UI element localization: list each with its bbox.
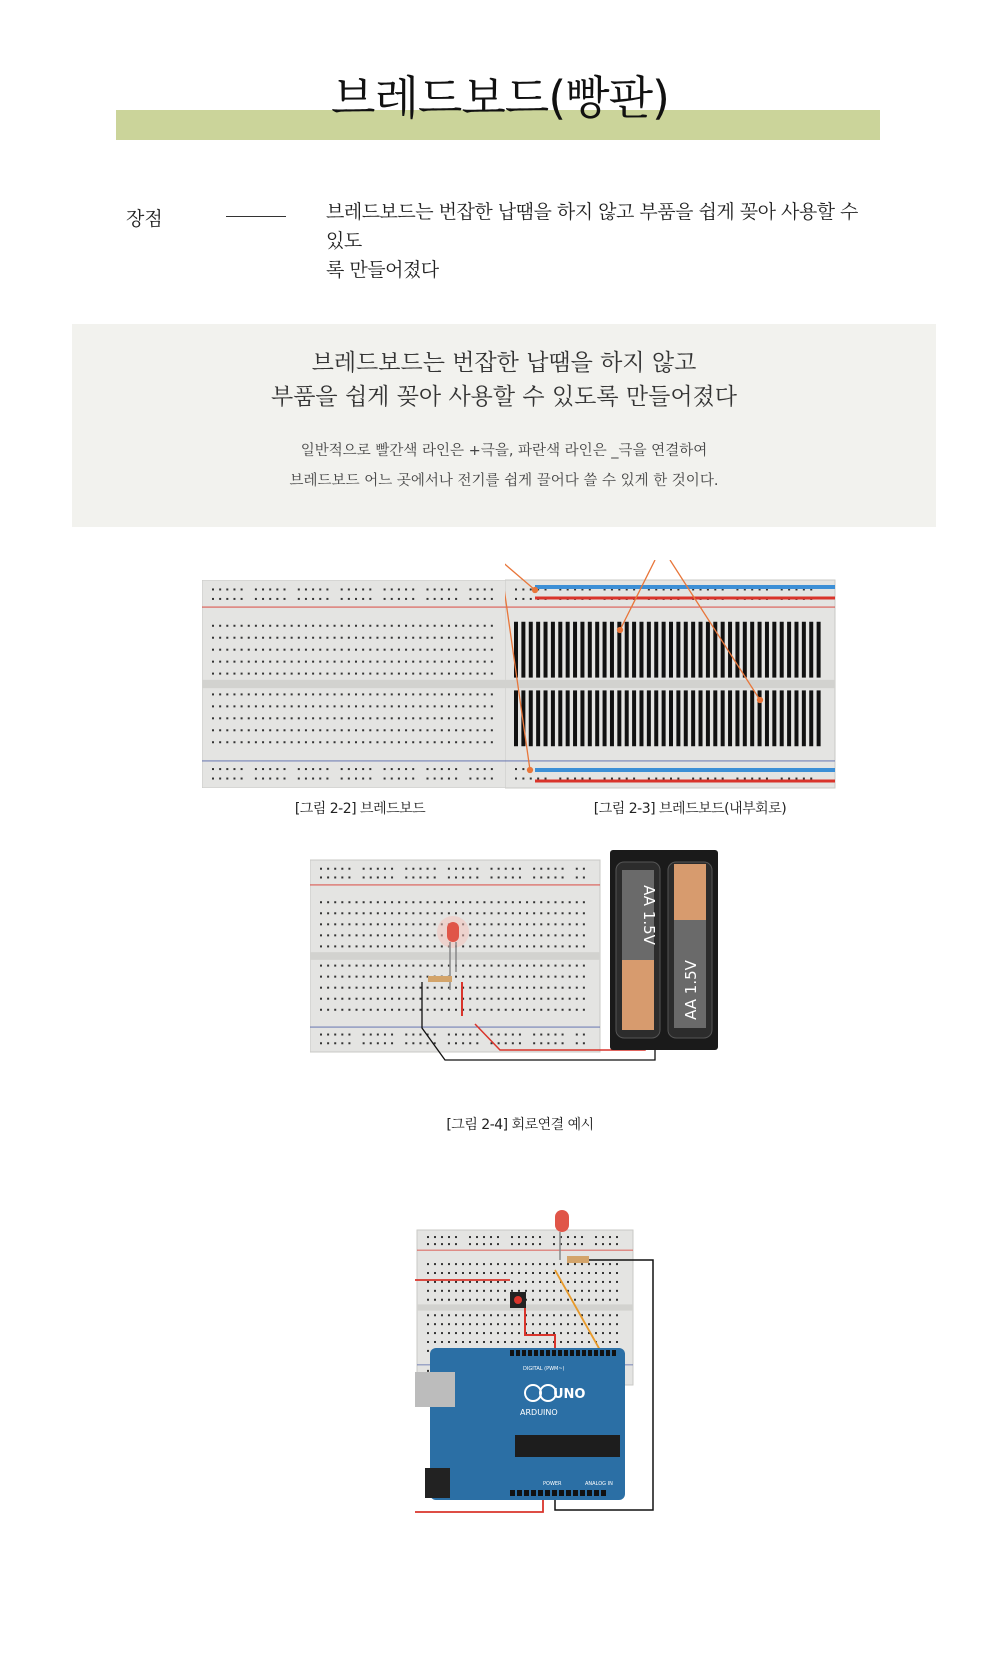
battery-copper <box>674 864 706 920</box>
breadboard-internal <box>505 580 835 788</box>
push-button-cap <box>514 1296 522 1304</box>
center-channel <box>505 680 835 688</box>
battery-label: AA 1.5V <box>640 885 658 945</box>
arduino-brand: ARDUINO <box>520 1408 558 1417</box>
summary-heading-1: 브레드보드는 번잡한 납땜을 하지 않고 <box>311 350 697 376</box>
chip <box>515 1435 620 1457</box>
advantage-text-line-2: 록 만들어졌다 <box>326 259 439 281</box>
advantage-label: 장점 <box>126 208 163 230</box>
advantage-text-line-1: 브레드보드는 번잡한 납땜을 하지 않고 부품을 쉽게 꽂아 사용할 수 있도 <box>326 201 858 252</box>
led-icon <box>555 1210 569 1232</box>
advantage-divider <box>226 216 286 217</box>
caption-fig-2-4: [그림 2-4] 회로연결 예시 <box>446 1117 594 1133</box>
analog-label: ANALOG IN <box>585 1481 613 1487</box>
circuit-example-figure <box>310 850 730 1090</box>
digital-label: DIGITAL (PWM~) <box>523 1366 565 1372</box>
power-jack <box>425 1468 450 1498</box>
arrow-head <box>758 698 763 703</box>
summary-box <box>72 324 936 527</box>
arrow-head <box>618 628 623 633</box>
battery-copper <box>622 960 654 1030</box>
arduino-board <box>415 1348 625 1500</box>
center-channel <box>202 680 508 688</box>
arrow-head <box>528 768 533 773</box>
power-label: POWER <box>543 1481 562 1487</box>
uno-logo-text: UNO <box>553 1387 586 1402</box>
resistor <box>567 1256 589 1263</box>
arduino-breadboard-figure <box>415 1210 705 1610</box>
breadboard-plain <box>202 580 508 788</box>
center-channel <box>310 952 600 960</box>
resistor <box>428 976 452 982</box>
breadboard-figure <box>202 580 510 788</box>
caption-fig-2-2: [그림 2-2] 브레드보드 <box>294 801 426 817</box>
page-title: 브레드보드(빵판) <box>331 71 669 125</box>
advantage-text <box>326 198 866 285</box>
breadboard-internal-figure <box>505 560 840 790</box>
battery-label: AA 1.5V <box>682 960 700 1020</box>
arrow-head <box>533 588 538 593</box>
summary-note-2: 브레드보드 어느 곳에서나 전기를 쉽게 끌어다 쓸 수 있게 한 것이다. <box>289 473 719 489</box>
summary-heading-2: 부품을 쉽게 꽂아 사용할 수 있도록 만들어졌다 <box>270 384 737 410</box>
usb-port <box>415 1372 455 1407</box>
summary-note-1: 일반적으로 빨간색 라인은 +극을, 파란색 라인은 _극을 연결하여 <box>300 443 708 459</box>
caption-fig-2-3: [그림 2-3] 브레드보드(내부회로) <box>593 801 787 817</box>
breadboard-circuit <box>310 860 600 1052</box>
battery-holder <box>610 850 718 1050</box>
